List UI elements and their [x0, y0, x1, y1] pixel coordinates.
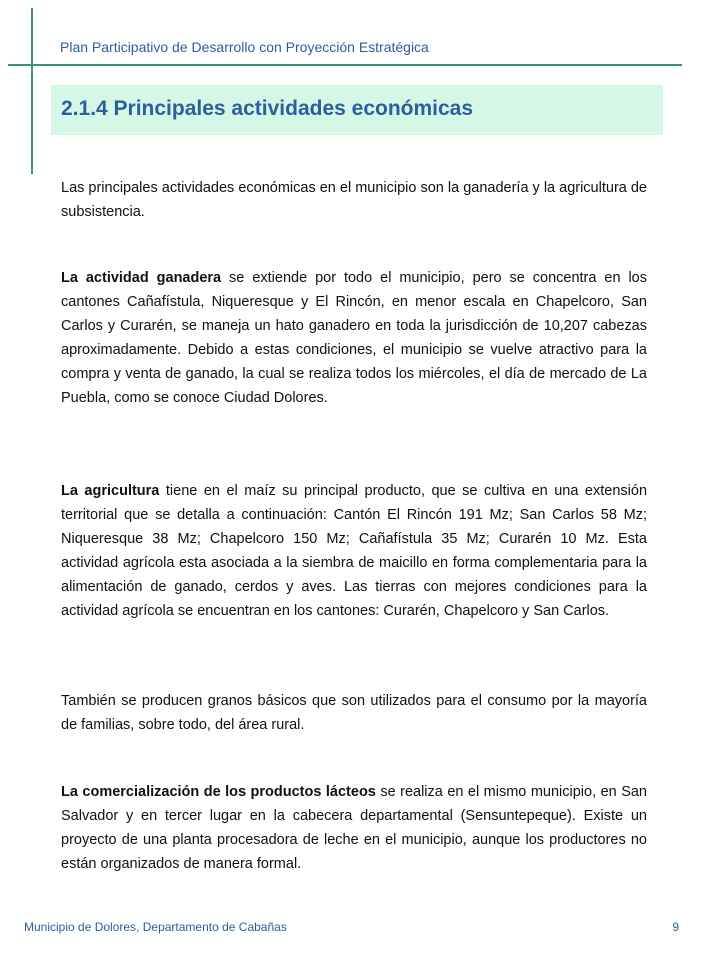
paragraph-text: se extiende por todo el municipio, pero se concentra en los cantones Cañafístula, Niqueresque y El Rincón, en menor escala en Chapelcoro, San Carlos y Curarén, se maneja un hato ganadero en toda la jurisdicción de 10,207 cabezas aproximadamente. Debido a estas condiciones, el municipio se vuelve atractivo para la compra y venta de ganado, la cual se realiza todos los miércoles, el día de mercado de La Puebla, como se conoce Ciudad Dolores. — [61, 270, 647, 406]
paragraph-lead: La agricultura — [61, 483, 160, 499]
header-vertical-rule — [31, 8, 33, 174]
header-horizontal-rule — [8, 64, 682, 66]
paragraph-text: Las principales actividades económicas en el municipio son la ganadería y la agricultura de subsistencia. — [61, 180, 647, 220]
section-title: 2.1.4 Principales actividades económicas — [61, 97, 474, 120]
paragraph-comercializacion — [61, 780, 647, 876]
running-header: Plan Participativo de Desarrollo con Proyección Estratégica — [60, 39, 429, 55]
paragraph-text: También se producen granos básicos que son utilizados para el consumo por la mayoría de familias, sobre todo, del área rural. — [61, 693, 647, 733]
footer-municipality: Municipio de Dolores, Departamento de Cabañas — [24, 920, 287, 934]
paragraph-text: se realiza en el mismo municipio, en San Salvador y en tercer lugar en la cabecera departamental (Sensuntepeque). Existe un proyecto de una planta procesadora de leche en el municipio, aunque los productores no están organizados de manera formal. — [61, 784, 647, 872]
paragraph-lead: La actividad ganadera — [61, 270, 222, 286]
paragraph-overview — [61, 176, 647, 224]
paragraph-text: tiene en el maíz su principal producto, que se cultiva en una extensión territorial que se detalla a continuación: Cantón El Rincón 191 Mz; San Carlos 58 Mz; Niqueresque 38 Mz; Chapelcoro 150 Mz; Cañafístula 35 Mz; Curarén 10 Mz. Esta actividad agrícola esta asociada a la siembra de maicillo en forma complementaria para la alimentación de ganado, cerdos y aves. Las tierras con mejores condiciones para la actividad agrícola se encuentran en los cantones: Curarén, Chapelcoro y San Carlos. — [61, 483, 648, 619]
paragraph-lead: La comercialización de los productos lácteos — [61, 784, 376, 800]
paragraph-agricultura — [61, 479, 647, 623]
paragraph-granos-basicos — [61, 689, 647, 737]
page-number: 9 — [672, 920, 679, 934]
paragraph-ganaderia — [61, 266, 647, 410]
section-title-band — [51, 85, 663, 135]
